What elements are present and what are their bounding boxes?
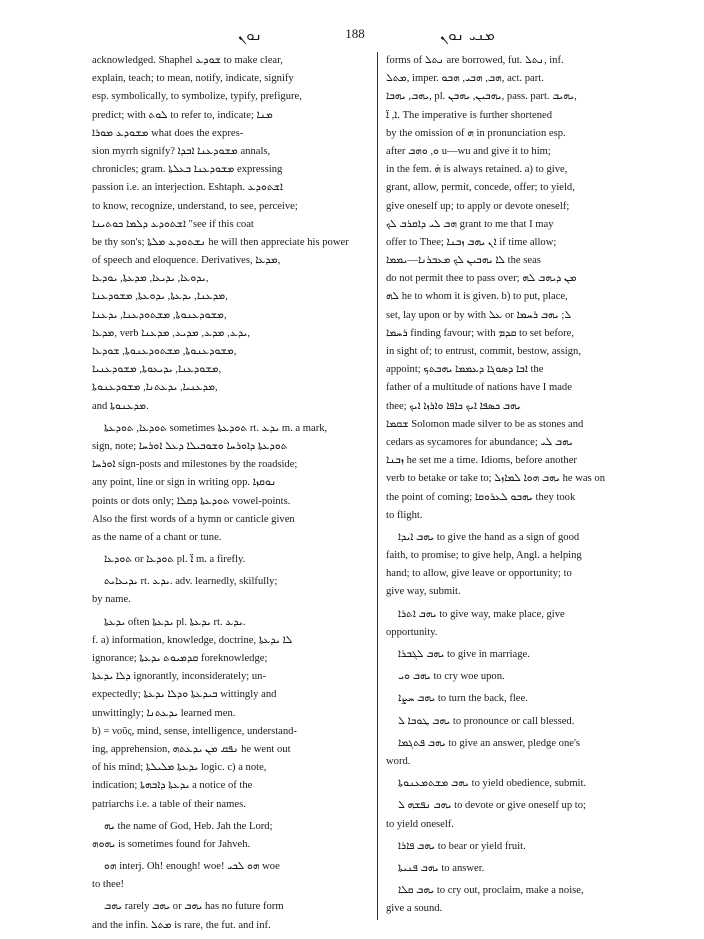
text-line: chronicles; gram. ܡܫܘܕܥܢܐ ܒܥܠܬܐ expressing <box>92 164 283 176</box>
text-line: ܝܗܒ ܘܝ to cry woe upon. <box>398 671 505 683</box>
text-line: ܬܘܕܥܐ or ܬܘܕܥܐ pl. ܐ̈ m. a firefly. <box>104 554 246 566</box>
text-line: as the name of a chant or tune. <box>92 531 222 543</box>
text-line: faith, to promise; to give help, Angl. a helping <box>386 550 582 562</box>
text-line: ܝܗܒ ܩܠܐ to cry out, proclaim, make a noise, <box>398 885 584 897</box>
text-line: ܡܕܥܐ, verb ܝܕܥ, ܡܕܥ, ܡܕܝܥ, ܡܕܥܢܐ, <box>92 327 251 339</box>
running-header <box>0 26 704 46</box>
text-line: Also the first words of a hymn or canticle given <box>92 513 295 525</box>
text-line: grant, allow, permit, concede, offer; to yield, <box>386 182 575 194</box>
text-line: acknowledged. Shaphel ܫܘܕܥ to make clear, <box>92 55 283 66</box>
page-number: 188 <box>345 26 365 41</box>
text-line: ܝܗܒ ܐܬܪܐ to give way, make place, give <box>398 608 565 620</box>
text-line: the point of coming; ܝܗܒܘ ܠܥܪܘܩܐ they took <box>386 491 576 503</box>
text-line: ܕܠܐ ܝܕܥܬܐ ignorantly, inconsiderately; un- <box>92 671 267 683</box>
text-line: ܗܘ interj. Oh! enough! woe! ܗܘ ܠܟܝ woe <box>104 861 280 873</box>
text-line: ܐ, ܐ̈. The imperative is further shortened <box>386 109 552 121</box>
text-line: and ܡܕܥܢܘܬܐ. <box>92 400 149 412</box>
text-line: ܐܫܬܘܕܥ ܕܠܡܐ ܟܘܬܝܢܐ "see if this coat <box>92 218 254 230</box>
text-line: verb to betake or take to; ܝܗܒ ܗܘܐ ܠܡܐܙܠ he was on <box>386 473 605 485</box>
text-line: ܡܬܠ, imper. ܗܒ, ܗܒܝ, ܗܒܘ, act. part. <box>386 73 544 85</box>
text-line: ܙܒܢܐ he set me a time. Idioms, before another <box>386 455 577 467</box>
text-line: of speech and eloquence. Derivatives, ܡܕܥܐ, <box>92 255 281 267</box>
text-line: explain, teach; to mean, notify, indicate, signify <box>92 73 294 85</box>
text-line: any point, line or sign in writing opp. ܢܘܩܙܐ <box>92 477 277 489</box>
text-line: ܠܐ ܝܗܒܝܢ ܠܟ ܡܥܒܪܢܐ—ܝܡܡܐ the seas <box>386 255 541 267</box>
text-line: to thee! <box>92 879 125 891</box>
text-line: after ܘ, ܘܗܒ u—wu and give it to him; <box>386 145 551 157</box>
text-line: in sight of; to entrust, commit, bestow, assign, <box>386 346 581 357</box>
text-line: ܗܒ ܠܝ ܕܐܩܪܒ ܠܟ grant to me that I may <box>386 218 554 230</box>
text-line: word. <box>386 755 411 767</box>
text-line: ܝܗܒ ܐܝܕܐ to give the hand as a sign of good <box>398 531 580 543</box>
text-line: by the omission of ܗ in pronunciation esp. <box>386 127 566 139</box>
header-right-word: ܡܢܝ ܢܘܢ <box>440 26 495 44</box>
text-line: ܡܕܥܢܝܐ, ܝܕܥܬܢܐ, ܡܫܘܕܥܢܘܬܐ, <box>92 382 218 394</box>
text-line: ܝܗܒ ܦܐܪܐ to bear or yield fruit. <box>398 840 526 852</box>
text-line: to yield oneself. <box>386 818 454 830</box>
header-left-word: ܢܘܢ <box>238 26 263 44</box>
text-line: give a sound. <box>386 903 443 915</box>
text-line: ܡܫܘܕܥܢܘܬܐ, ܡܫܬܘܕܥܢܘܬܐ, ܫܘܕܥܐ, <box>92 346 237 357</box>
text-line: be thy son's; ܢܫܬܘܕܥ ܡܠܬܐ he will then appreciate his power <box>92 236 349 248</box>
text-line: of his mind; ܝܕܥܬܐ ܡܠܝܠܬܐ logic. c) a note, <box>92 762 267 774</box>
text-line: ܐܘܪܚܐ sign-posts and milestones by the roadside; <box>92 459 298 471</box>
text-line: ܝܗܒ ܦܬܓܡܐ to give an answer, pledge one's <box>398 737 581 749</box>
text-line: by name. <box>92 594 131 606</box>
text-line: ܡܕܥܢܐ, ܝܕܥܬܐ, ܝܕܘܥܬܐ, ܡܫܘܕܥܢܐ, <box>92 291 228 303</box>
text-line: ܠܗ he to whom it is given. b) to put, place, <box>386 291 568 303</box>
text-line: ܝܗ the name of God, Heb. Jah the Lord; <box>104 820 273 832</box>
text-line: ܝܗܒ ܡܫܬܡܥܢܘܬܐ to yield obedience, submit. <box>398 778 587 790</box>
text-line: offer to Thee; ܐܢ ܝܗܒ ܙܒܢܐ if time allow; <box>386 236 557 248</box>
text-line: ܫܩܡܐ Solomon made silver to be as stones and <box>386 418 584 430</box>
text-line: cedars as sycamores for abundance; ܝܗܒ ܠܝ <box>386 436 573 448</box>
text-line: hand; to allow, give leave or opportunity; to <box>386 568 572 580</box>
text-line: predict; with ܠܘܬ to refer to, indicate; ܡܢܐ <box>92 109 273 121</box>
text-line: passion i.e. an interjection. Eshtaph. ܐܫܬܘܕܥ <box>92 182 284 194</box>
text-line: do not permit thee to pass over; ܡܢ ܕܝܗܒ ܠܗ <box>386 273 577 285</box>
text-line: ܝܗܒ ܠܓܒܪܐ to give in marriage. <box>398 649 530 660</box>
text-line: ܝܕܥܬܐ often ܝܕܥܬܐ pl. ܝܕܥܬܐ rt. ܝܕܥ. <box>104 616 246 628</box>
text-line: give way, submit. <box>386 586 461 598</box>
column-divider <box>377 52 378 920</box>
text-line: set, lay upon or by with ܥܠ or ܠ; ܝܗܒ ܪܚܡܐ <box>386 309 572 321</box>
text-line: f. a) information, knowledge, doctrine, ܠܐ ܝܕܥܬܐ <box>92 634 293 646</box>
text-line: ܝܗܒ ܦܢܝܬܐ to answer. <box>398 862 485 874</box>
text-line: in the fem. ܗ̇ is always retained. a) to give, <box>386 164 568 176</box>
text-line: appoint; ܐܒܐ ܕܣܘܓܐ ܕܥܡܡܐ ܝܗܒܬܟ the <box>386 364 544 376</box>
text-line: ܪܚܡܐ finding favour; with ܩܕܡ to set before, <box>386 327 575 339</box>
text-line: unwittingly; ܝܕܥܬܢܐ learned men. <box>92 707 236 719</box>
right-column <box>386 52 671 918</box>
text-line: ܝܗܒ rarely ܝܗܒ or ܝܗܒ has no future form <box>104 901 284 913</box>
text-line: points or dots only; ܬܘܕܥܬܐ ܕܩܠܐ vowel-points. <box>92 495 291 507</box>
left-column <box>92 52 377 935</box>
text-line: opportunity. <box>386 626 438 638</box>
text-line: and the infin. ܡܬܠ is rare, the fut. and inf. <box>92 919 271 931</box>
text-line: indication; ܝܕܥܬܐ ܕܐܒܗܬܐ a notice of the <box>92 780 253 792</box>
text-line: ܝܕܝܥܐܝܬ rt. ܝܕܥ. adv. learnedly, skilfully; <box>104 576 278 588</box>
text-line: ܡܫܘܕܥܢܘܬܐ, ܡܫܬܘܕܥܢܐ, ܝܕܥܢܐ, <box>92 309 227 321</box>
text-line: give oneself up; to apply or devote oneself; <box>386 200 570 212</box>
text-line: to know, recognize, understand, to see, perceive; <box>92 200 298 212</box>
text-line: ܝܗܒ ܛܘܒܐ ܠ to pronounce or call blessed. <box>398 715 575 727</box>
text-line: esp. symbolically, to symbolize, typify, prefigure, <box>92 91 302 103</box>
text-line: thee; ܝܗܒ ܟܣܦܐ ܐܝܟ ܟܐܦܐ ܘܐܪܙܐ ܐܝܟ <box>386 400 521 412</box>
text-line: ܝܗܒ ܢܦܫܗ ܠ to devote or give oneself up to; <box>398 800 586 812</box>
text-line: ignorance; ܩܕܡܝܘܬ ܝܕܥܬܐ foreknowledge; <box>92 653 268 664</box>
text-line: ܝܗܘܗ is sometimes found for Jahveh. <box>92 838 251 850</box>
text-line: ing, apprehension, ܢܦܩ ܡܢ ܝܕܥܬܗ he went out <box>92 743 291 755</box>
text-line: father of a multitude of nations have I made <box>386 382 572 394</box>
text-line: ܝܗܒ ܚܨܐ to turn the back, flee. <box>398 693 528 705</box>
text-line: forms of ܢܬܠ are borrowed, fut. ܢܬܠ, inf. <box>386 55 564 66</box>
text-line: to flight. <box>386 509 423 521</box>
text-line: patriarchs i.e. a table of their names. <box>92 798 246 810</box>
text-line: sion myrrh signify? ܡܫܘܕܥܢܐ ܐܒܕܐ annals, <box>92 145 271 157</box>
text-line: sign, note; ܬܘܕܥܬܐ ܕܐܘܪܚܐ ܘܫܘܒܝܠܐ ܕܥܠ ܐܘܪܚܐ <box>92 440 288 452</box>
text-line: b) = νοῦς, mind, sense, intelligence, understand- <box>92 725 297 737</box>
text-line: ܡܫܘܕܥܢܐ, ܝܕܝܥܘܬܐ, ܡܫܘܕܥܢܝܐ, <box>92 364 222 376</box>
text-line: ܝܕܘܥܐ, ܝܕܝܥܐ, ܡܕܥܬܐ, ܝܘܕܥܐ, <box>92 273 209 285</box>
text-line: expectedly; ܒܝܕܥܬܐ ܘܕܠܐ ܝܕܥܬܐ wittingly and <box>92 689 277 701</box>
text-line: ܡܫܘܕܥ ܡܘܪܐ what does the expres- <box>92 127 244 139</box>
text-line: ܝܗܒ, ܝܗܒܐ, pl. ܝܗܒܝܢ, ܝܗܒܢ, pass. part. ܝܗܝܒ, <box>386 91 577 103</box>
text-line: ܬܘܕܥܐ, ܬܘܕܥܬܐ sometimes ܬܘܕܥܬܐ rt. ܝܕܥ m. a mark, <box>104 422 328 434</box>
